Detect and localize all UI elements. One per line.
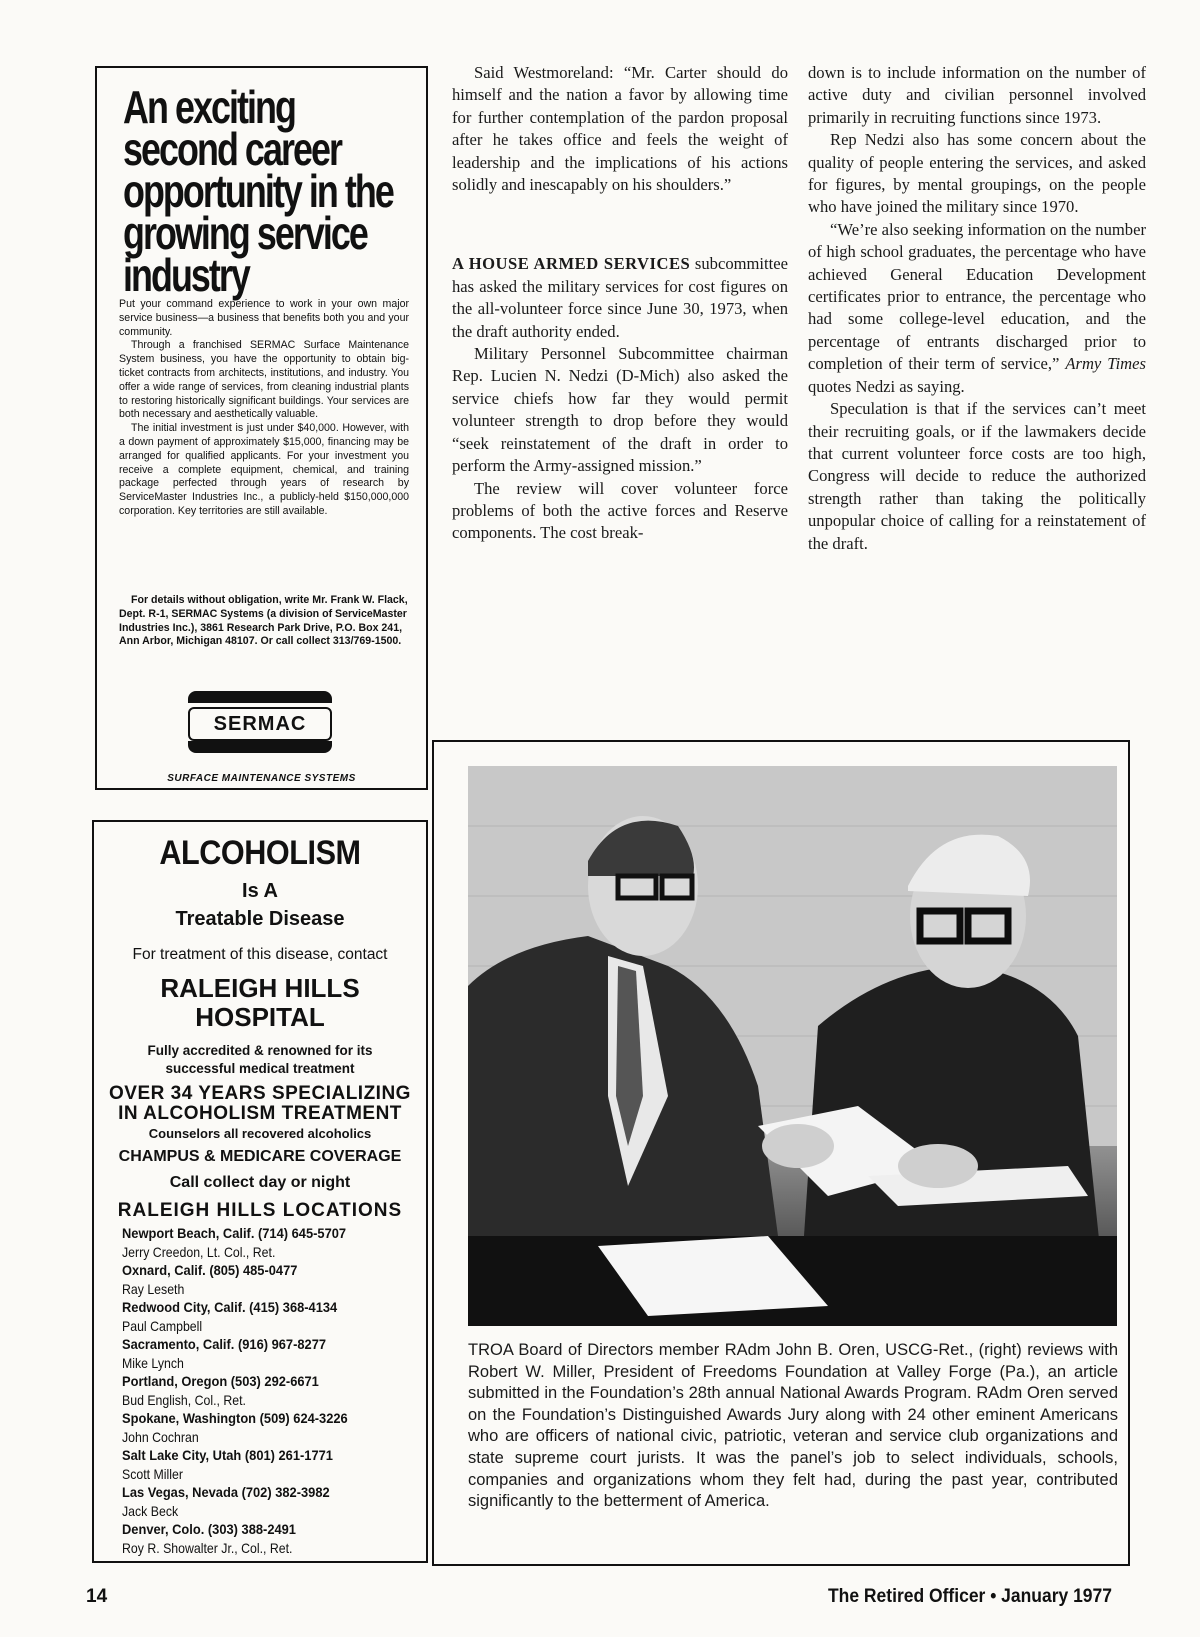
location-city: Spokane, Washington (509) 624-3226 bbox=[122, 1410, 348, 1426]
years-specializing: OVER 34 YEARS SPECIALIZING IN ALCOHOLISM TREATMENT bbox=[109, 1083, 411, 1124]
location-item bbox=[122, 1224, 422, 1261]
article-paragraph: Said Westmoreland: “Mr. Carter should do himself and the nation a favor by allowing time for further contemplation of the pardon proposal after he takes office and feels the weight of leadership and the implications of his actions solidly and inescapably on his shoulders.” bbox=[452, 63, 788, 195]
sermac-logo-text: SERMAC bbox=[188, 707, 332, 741]
sermac-headline: An exciting second career opportunity in the growing service industry bbox=[123, 81, 393, 301]
sermac-logo bbox=[188, 691, 332, 753]
location-item bbox=[122, 1409, 422, 1446]
article-paragraph: The review will cover volunteer force problems of both the active forces and Reserve components. The cost break- bbox=[452, 478, 788, 543]
location-person: Mike Lynch bbox=[122, 1354, 184, 1371]
article-paragraph: Speculation is that if the services can’t meet their recruiting goals, or if the lawmakers decide that current volunteer force costs are too high, Congress will decide to reduce the authorized strength rather than taking the politically unpopular choice of calling for a reinstatement of the draft. bbox=[808, 399, 1146, 553]
article-paragraph: Military Personnel Subcommittee chairman Rep. Lucien N. Nedzi (D-Mich) also asked the service chiefs how far they would permit volunteer strength to drop before they would “seek reinstatement of the draft in order to perform the Army-assigned mission.” bbox=[452, 344, 788, 476]
sermac-tagline: SURFACE MAINTENANCE SYSTEMS bbox=[167, 773, 356, 784]
article-text: quotes Nedzi as saying. bbox=[808, 376, 965, 396]
alcoholism-title: ALCOHOLISM bbox=[159, 834, 361, 872]
photo-caption: TROA Board of Directors member RAdm John B. Oren, USCG-Ret., (right) reviews with Robert W. Miller, President of Freedoms Foundation at Valley Forge (Pa.), an article submitted in the Foundation’s 28th annual National Awards Program. RAdm Oren served on the Foundation’s Distinguished Awards Jury along with 24 other eminent Americans who are officers of national civic, patriotic, veteran and service club organizations and state supreme court jurists. It was the panel’s job to select individuals, schools, companies and organizations whom they felt had, during the past year, contributed significantly to the betterment of America. bbox=[468, 1341, 1118, 1511]
publication-footer: The Retired Officer • January 1977 bbox=[828, 1586, 1112, 1607]
sermac-contact: For details without obligation, write Mr. Frank W. Flack, Dept. R-1, SERMAC Systems (a division of ServiceMaster Industries Inc.), 3861 Research Park Drive, P.O. Box 241, Ann Arbor, Michigan 48107. Or call collect 313/769-1500. bbox=[119, 594, 408, 648]
locations-list bbox=[122, 1224, 422, 1557]
location-city: Oxnard, Calif. (805) 485-0477 bbox=[122, 1262, 298, 1278]
alcoholism-ad bbox=[92, 820, 428, 1563]
page-number: 14 bbox=[86, 1586, 108, 1607]
location-city: Las Vegas, Nevada (702) 382-3982 bbox=[122, 1484, 330, 1500]
article-paragraph: down is to include information on the number of active duty and civilian personnel involved primarily in recruiting functions since 1973. bbox=[808, 63, 1146, 127]
article-text: “We’re also seeking information on the number of high school graduates, the percentage who have achieved General Education Development certificates prior to entrance, the percentage who had some college-level education, and the percentage of entrants discharged prior to completion of their term of service,” bbox=[808, 219, 1146, 374]
call-note: Call collect day or night bbox=[169, 1174, 351, 1191]
location-item bbox=[122, 1261, 422, 1298]
coverage-note: CHAMPUS & MEDICARE COVERAGE bbox=[118, 1148, 402, 1165]
location-person: Jack Beck bbox=[122, 1502, 179, 1519]
location-item bbox=[122, 1446, 422, 1483]
location-person: Scott Miller bbox=[122, 1465, 183, 1482]
location-city: Portland, Oregon (503) 292-6671 bbox=[122, 1373, 319, 1389]
counselors-note: Counselors all recovered alcoholics bbox=[148, 1126, 372, 1141]
location-city: Redwood City, Calif. (415) 368-4134 bbox=[122, 1299, 338, 1315]
sermac-ad bbox=[95, 66, 428, 790]
photo-box bbox=[432, 740, 1130, 1566]
article-paragraph: Rep Nedzi also has some concern about the quality of people entering the services, and asked for figures, by mental groupings, on the people who have joined the military since 1970. bbox=[808, 130, 1146, 217]
location-item bbox=[122, 1372, 422, 1409]
location-person: Ray Leseth bbox=[122, 1280, 185, 1297]
location-city: Denver, Colo. (303) 388-2491 bbox=[122, 1521, 296, 1537]
article-column-2 bbox=[808, 62, 1146, 555]
accreditation-text: Fully accredited & renowned for its successful medical treatment bbox=[147, 1043, 373, 1076]
article-text: subcommittee has asked the military services for cost figures on the all-volunteer force since June 30, 1973, when the draft authority ended. bbox=[452, 254, 788, 341]
alcoholism-subtitle-2: Treatable Disease bbox=[175, 908, 345, 930]
location-item bbox=[122, 1483, 422, 1520]
article-paragraph bbox=[808, 219, 1146, 398]
location-city: Salt Lake City, Utah (801) 261-1771 bbox=[122, 1447, 333, 1463]
sermac-body-paragraph: Put your command experience to work in your own major service business—a business that benefits both you and your community. bbox=[119, 298, 409, 338]
sermac-body-paragraph: The initial investment is just under $40,000. However, with a down payment of approximately $15,000, financing may be arranged for qualified applicants. For your investment you receive a complete equipment, chemical, and training package perfected through years of research by ServiceMaster Industries Inc., a publicly-held $150,000,000 corporation. Key territories are still available. bbox=[119, 422, 409, 517]
location-city: Sacramento, Calif. (916) 967-8277 bbox=[122, 1336, 327, 1352]
photograph-illustration bbox=[468, 766, 1117, 1326]
section-lead-in: A HOUSE ARMED SERVICES bbox=[452, 254, 691, 274]
location-person: Roy R. Showalter Jr., Col., Ret. bbox=[122, 1539, 293, 1556]
article-column-1 bbox=[452, 62, 788, 545]
sermac-body bbox=[119, 298, 409, 519]
article-paragraph bbox=[452, 253, 788, 343]
sermac-body-paragraph: Through a franchised SERMAC Surface Maintenance System business, you have the opportunity to obtain big-ticket contracts from architects, institutions, and industry. You offer a wide range of services, from cleaning industrial plants to restoring historically significant buildings. Your services are both necessary and aesthetically valuable. bbox=[119, 339, 409, 421]
location-city: Newport Beach, Calif. (714) 645-5707 bbox=[122, 1225, 347, 1241]
hospital-name: RALEIGH HILLS HOSPITAL bbox=[160, 973, 360, 1032]
publication-name: Army Times bbox=[1065, 354, 1146, 374]
location-item bbox=[122, 1520, 422, 1557]
location-person: Jerry Creedon, Lt. Col., Ret. bbox=[122, 1243, 276, 1260]
locations-heading: RALEIGH HILLS LOCATIONS bbox=[117, 1200, 403, 1221]
alcoholism-contact-line: For treatment of this disease, contact bbox=[132, 946, 388, 963]
alcoholism-subtitle-1: Is A bbox=[242, 880, 278, 902]
location-item bbox=[122, 1335, 422, 1372]
location-item bbox=[122, 1298, 422, 1335]
location-person: Bud English, Col., Ret. bbox=[122, 1391, 246, 1408]
location-person: John Cochran bbox=[122, 1428, 199, 1445]
photograph bbox=[468, 766, 1117, 1326]
location-person: Paul Campbell bbox=[122, 1317, 203, 1334]
